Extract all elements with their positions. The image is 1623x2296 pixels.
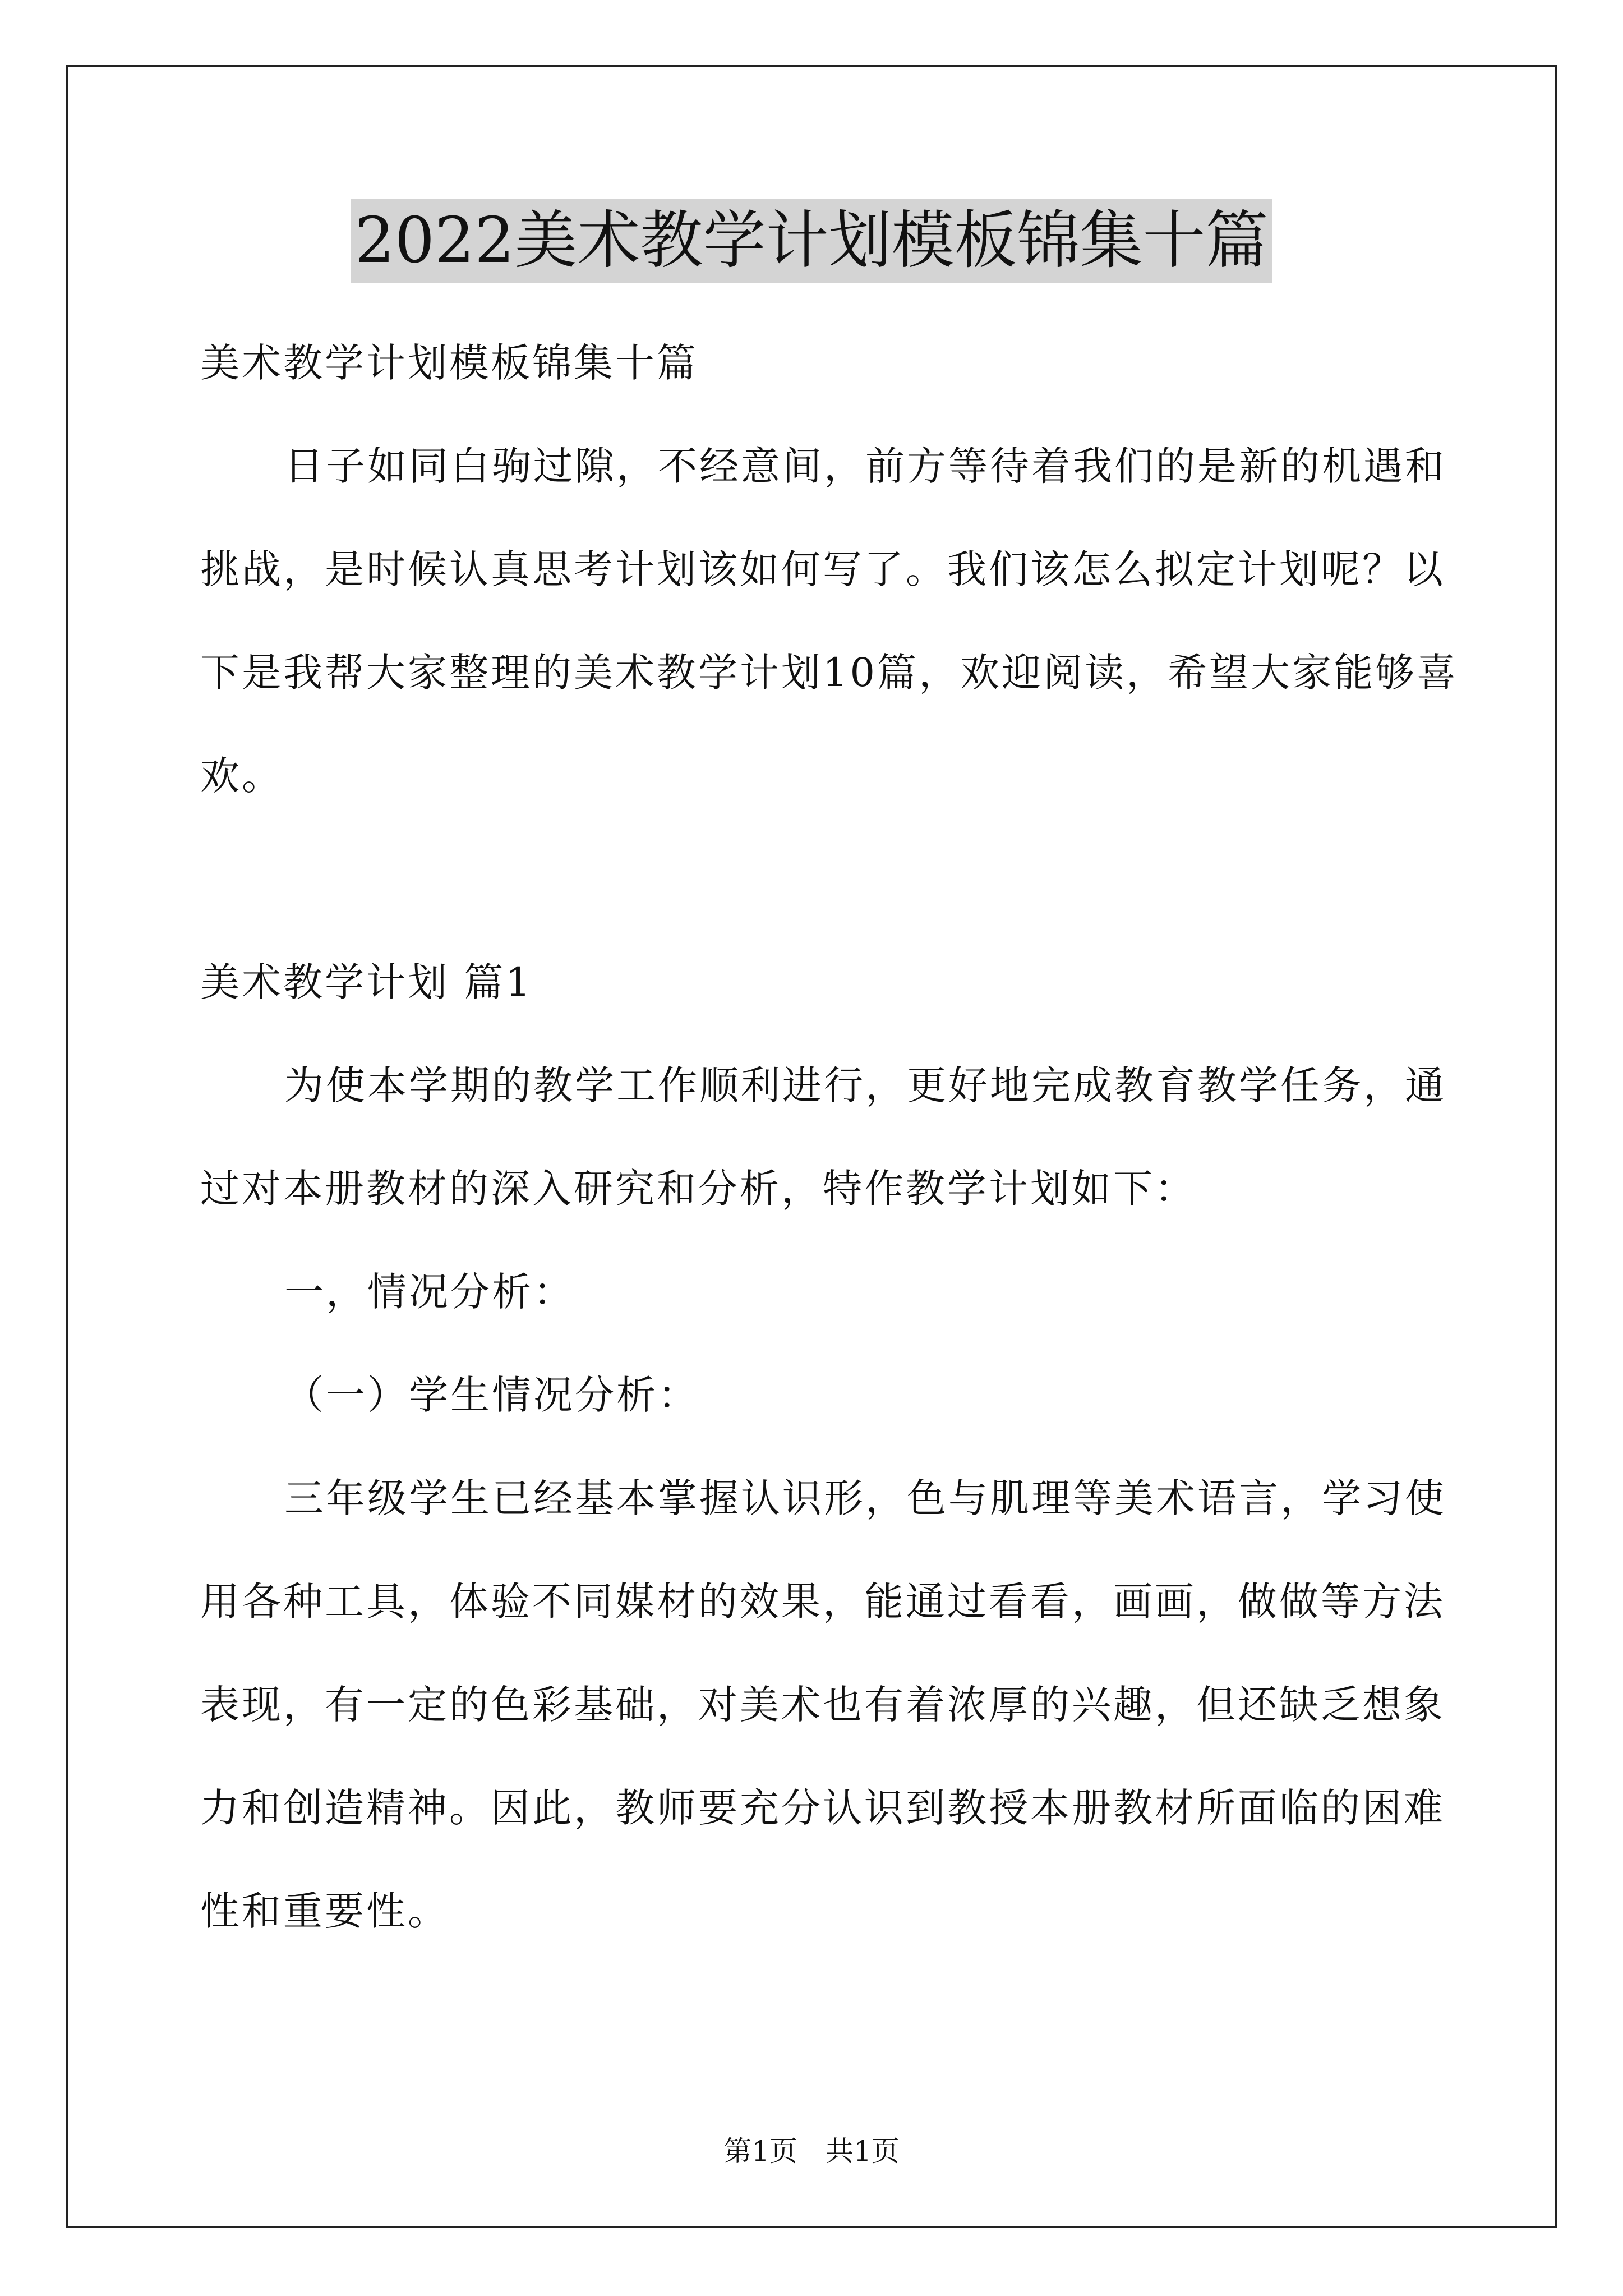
- section-heading: 美术教学计划 篇1: [200, 959, 533, 1005]
- purpose-line-2: 过对本册教材的深入研究和分析，特作教学计划如下：: [200, 1166, 1196, 1212]
- title-area: [0, 199, 1623, 283]
- document-title: 2022美术教学计划模板锦集十篇: [351, 199, 1271, 283]
- heading-student-analysis: （一）学生情况分析：: [284, 1372, 699, 1418]
- intro-line-3: 下是我帮大家整理的美术教学计划10篇，欢迎阅读，希望大家能够喜: [200, 650, 1459, 696]
- page-footer: [0, 2132, 1623, 2171]
- intro-line-4: 欢。: [200, 753, 283, 799]
- analysis-line-1: 三年级学生已经基本掌握认识形，色与肌理等美术语言，学习使: [284, 1475, 1446, 1521]
- subtitle: 美术教学计划模板锦集十篇: [200, 340, 698, 386]
- page-number: 第1页: [723, 2135, 797, 2168]
- document-body: [200, 311, 1459, 1963]
- intro-line-2: 挑战，是时候认真思考计划该如何写了。我们该怎么拟定计划呢？以: [200, 546, 1445, 592]
- analysis-line-4: 力和创造精神。因此，教师要充分认识到教授本册教材所面临的困难: [200, 1785, 1445, 1831]
- analysis-line-5: 性和重要性。: [200, 1888, 449, 1934]
- blank-line: [200, 827, 1430, 931]
- purpose-line-1: 为使本学期的教学工作顺利进行，更好地完成教育教学任务，通: [284, 1062, 1446, 1108]
- analysis-line-3: 表现，有一定的色彩基础，对美术也有着浓厚的兴趣，但还缺乏想象: [200, 1682, 1445, 1728]
- page-total: 共1页: [826, 2135, 900, 2168]
- intro-line-1: 日子如同白驹过隙，不经意间，前方等待着我们的是新的机遇和: [284, 443, 1446, 489]
- analysis-line-2: 用各种工具，体验不同媒材的效果，能通过看看，画画，做做等方法: [200, 1579, 1445, 1625]
- heading-situation-analysis: 一，情况分析：: [284, 1269, 575, 1315]
